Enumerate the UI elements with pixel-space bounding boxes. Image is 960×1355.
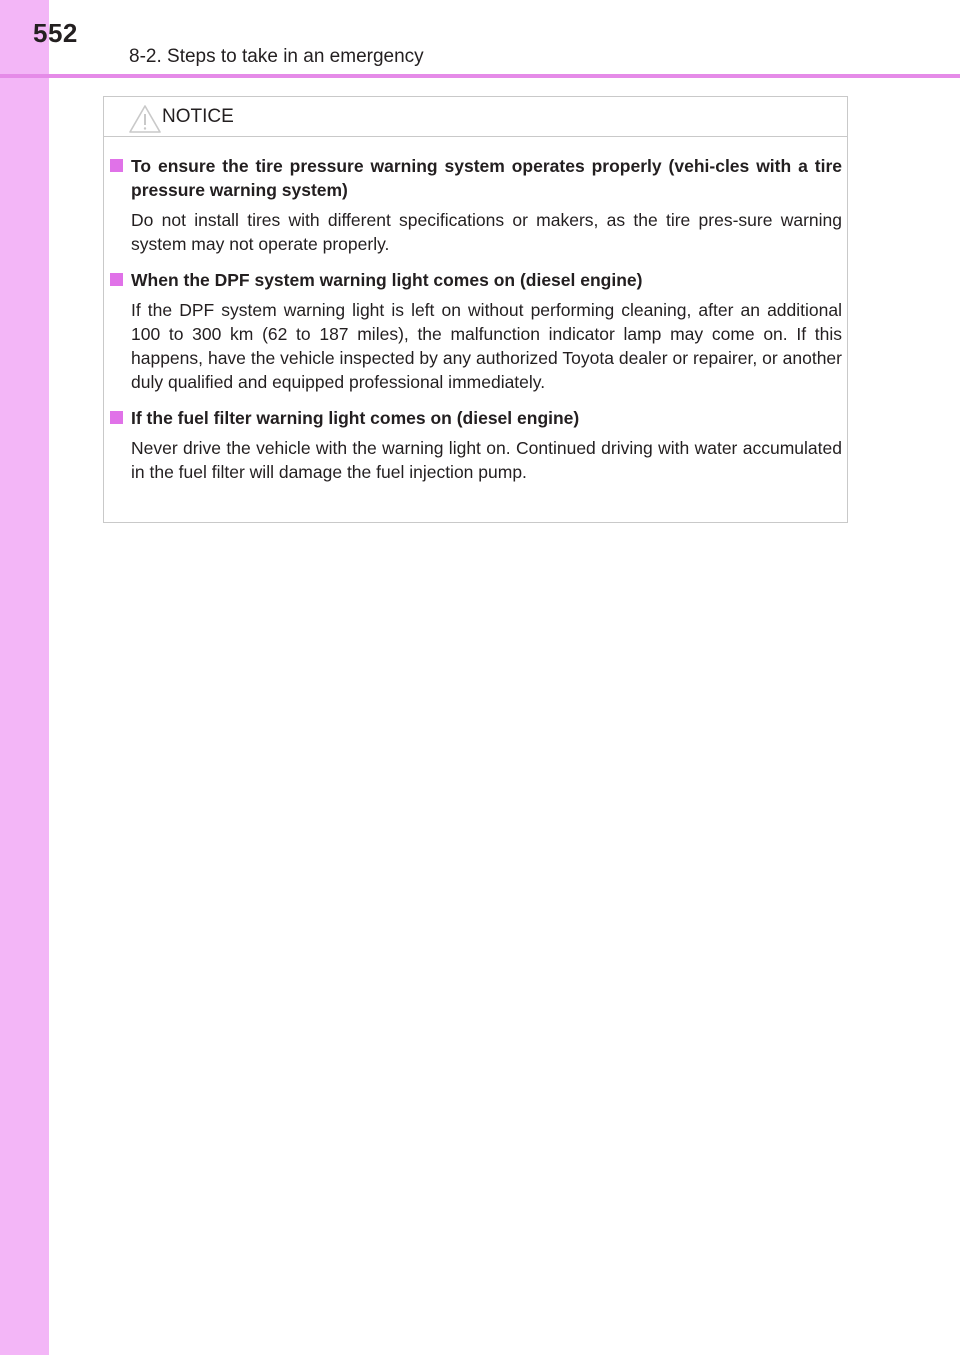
notice-item-heading-text: To ensure the tire pressure warning system operates properly (vehi-cles with a tire pressure warning system): [131, 156, 842, 200]
notice-item-heading: [110, 154, 842, 202]
notice-item: [110, 406, 842, 484]
notice-item-heading-text: When the DPF system warning light comes on (diesel engine): [131, 270, 643, 290]
notice-label: NOTICE: [162, 106, 234, 127]
notice-box: [103, 96, 848, 523]
notice-item-text: If the DPF system warning light is left on without performing cleaning, after an additional 100 to 300 km (62 to 187 miles), the malfunction indicator lamp may come on. If this happens, have the vehicle inspected by any authorized Toyota dealer or repairer, or another duly qualified and equipped professional immediately.: [131, 300, 842, 392]
header-rule: [0, 74, 960, 78]
notice-item-text: Never drive the vehicle with the warning light on. Continued driving with water accumulated in the fuel filter will damage the fuel injection pump.: [131, 438, 842, 482]
notice-item: [110, 268, 842, 394]
square-bullet-icon: [110, 159, 123, 172]
notice-item-text: Do not install tires with different specifications or makers, as the tire pres-sure warning system may not operate properly.: [131, 210, 842, 254]
section-title: 8-2. Steps to take in an emergency: [129, 46, 424, 67]
notice-body: [110, 154, 842, 496]
notice-item-heading: [110, 268, 842, 292]
square-bullet-icon: [110, 411, 123, 424]
warning-triangle-icon: [128, 104, 162, 134]
page-number: 552: [33, 18, 78, 48]
notice-item: [110, 154, 842, 256]
square-bullet-icon: [110, 273, 123, 286]
notice-item-heading-text: If the fuel filter warning light comes on (diesel engine): [131, 408, 580, 428]
notice-header: [104, 97, 847, 137]
side-color-band: [0, 0, 49, 1355]
notice-item-heading: [110, 406, 842, 430]
